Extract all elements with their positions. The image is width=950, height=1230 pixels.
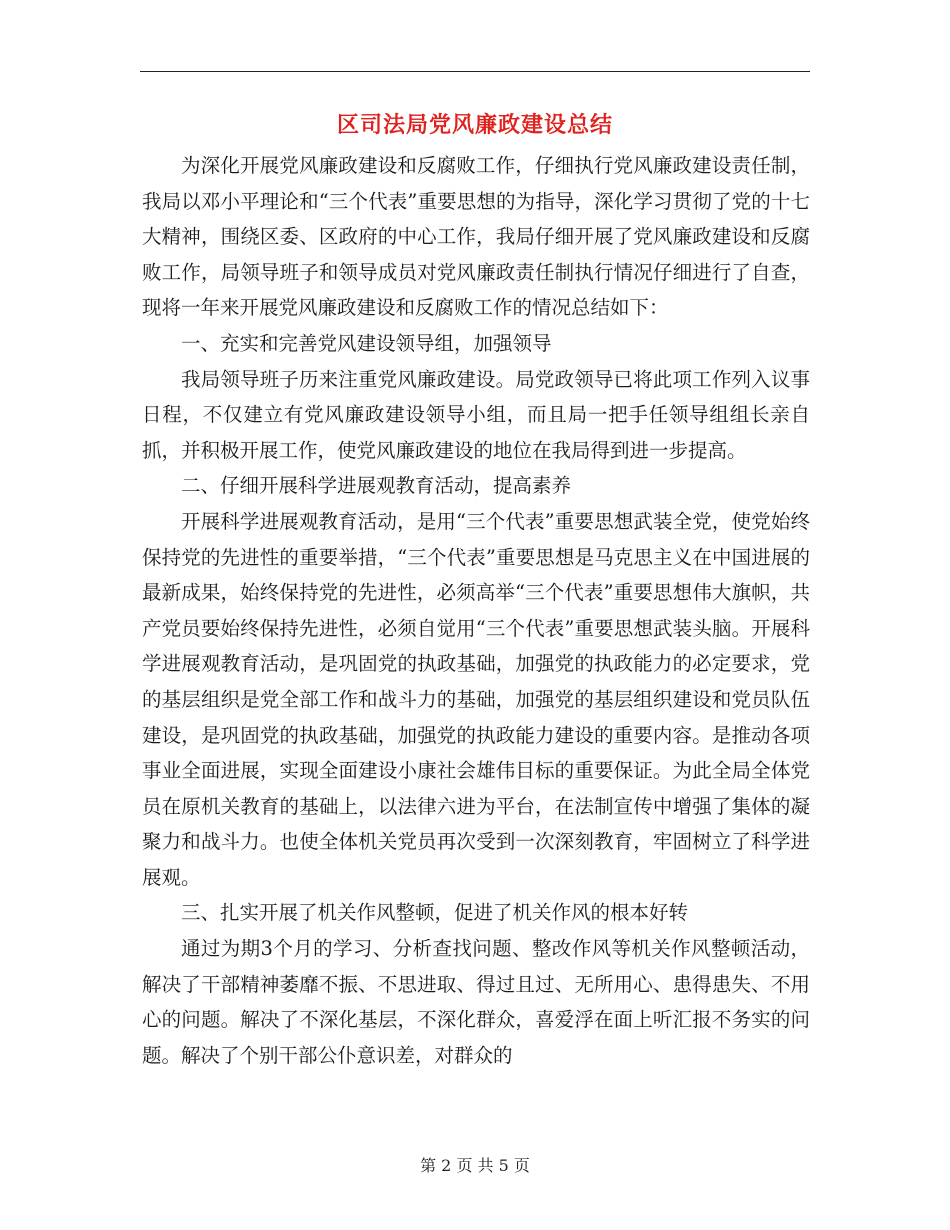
section-heading-3: 三、扎实开展了机关作风整顿，促进了机关作风的根本好转 xyxy=(181,901,689,925)
header-rule xyxy=(140,71,810,72)
paragraph-intro: 为深化开展党风廉政建设和反腐败工作，仔细执行党风廉政建设责任制，我局以邓小平理论和“三个代表”重要思想的为指导，深化学习贯彻了党的十七大精神，围绕区委、区政府的中心工作，我局仔细开展了党风廉政建设和反腐败工作，局领导班子和领导成员对党风廉政责任制执行情况仔细进行了自查，现将一年来开展党风廉政建设和反腐败工作的情况总结如下： xyxy=(142,154,810,320)
page-number-footer: 第 2 页 共 5 页 xyxy=(420,1156,530,1175)
section-heading-2: 二、仔细开展科学进展观教育活动，提高素养 xyxy=(181,474,572,498)
document-body xyxy=(142,148,810,1073)
section-heading-1: 一、充实和完善党风建设领导组，加强领导 xyxy=(181,331,552,355)
paragraph-section-3: 通过为期3个月的学习、分析查找问题、整改作风等机关作风整顿活动，解决了干部精神萎靡不振、不思进取、得过且过、无所用心、患得患失、不用心的问题。解决了不深化基层，不深化群众，喜爱浮在面上听汇报不务实的问题。解决了个别干部公仆意识差，对群众的 xyxy=(142,937,810,1067)
document-title: 区司法局党风廉政建设总结 xyxy=(336,112,613,138)
paragraph-section-1: 我局领导班子历来注重党风廉政建设。局党政领导已将此项工作列入议事日程，不仅建立有党风廉政建设领导小组，而且局一把手任领导组组长亲自抓，并积极开展工作，使党风廉政建设的地位在我局得到进一步提高。 xyxy=(142,367,810,462)
paragraph-section-2: 开展科学进展观教育活动，是用“三个代表”重要思想武装全党，使党始终保持党的先进性的重要举措，“三个代表”重要思想是马克思主义在中国进展的最新成果，始终保持党的先进性，必须高举“三个代表”重要思想伟大旗帜，共产党员要始终保持先进性，必须自觉用“三个代表”重要思想武装头脑。开展科学进展观教育活动，是巩固党的执政基础，加强党的执政能力的必定要求，党的基层组织是党全部工作和战斗力的基础，加强党的基层组织建设和党员队伍建设，是巩固党的执政基础，加强党的执政能力建设的重要内容。是推动各项事业全面进展，实现全面建设小康社会雄伟目标的重要保证。为此全局全体党员在原机关教育的基础上，以法律六进为平台，在法制宣传中增强了集体的凝聚力和战斗力。也使全体机关党员再次受到一次深刻教育，牢固树立了科学进展观。 xyxy=(142,509,810,889)
